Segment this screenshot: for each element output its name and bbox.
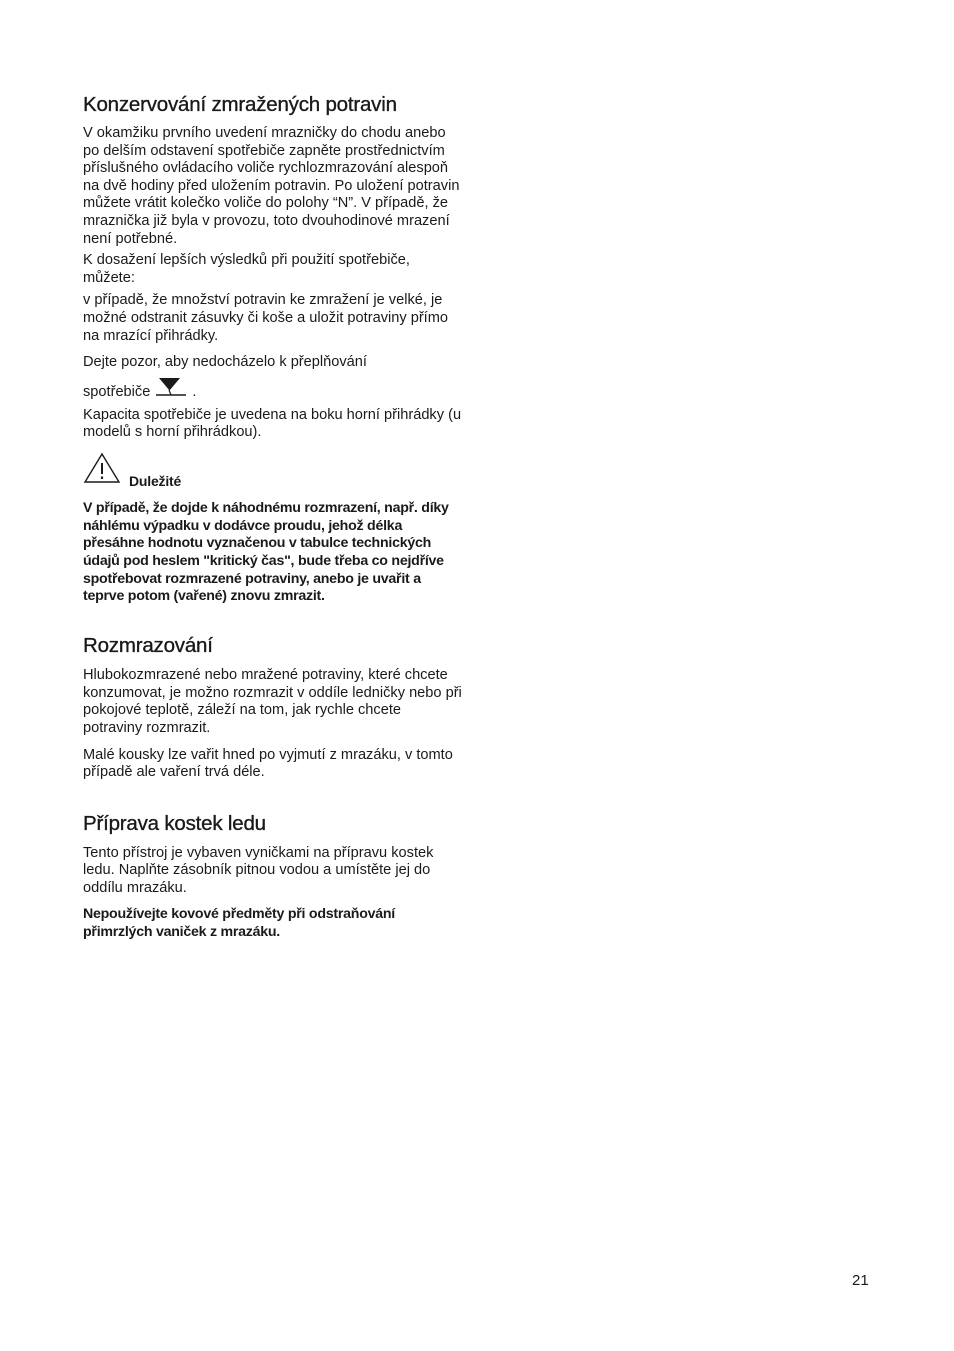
paragraph: V okamžiku prvního uvedení mrazničky do chodu anebo po delším odstavení spotřebiče zapněte prostřednictvím příslušného ovládacího voliče rychlozmrazování alespoň na dvě hodiny před uložením potravin. Po uložení potravin můžete vrátit kolečko voliče do polohy “N”. V případě, že mraznička již byla v provozu, toto dvouhodinové mrazení není potřebné.: [83, 125, 460, 247]
overfill-line: [83, 375, 463, 402]
paragraph: Malé kousky lze vařit hned po vyjmutí z mrazáku, v tomto případě ale vaření trvá déle.: [83, 746, 453, 781]
paragraph: Dejte pozor, aby nedocházelo k přeplňování: [83, 354, 367, 371]
paragraph: Kapacita spotřebiče je uvedena na boku horní přihrádky (u modelů s horní přihrádkou).: [83, 406, 462, 441]
paragraph: Hlubokozmrazené nebo mražené potraviny, které chcete konzumovat, je možno rozmrazit v oddíle ledničky nebo při pokojové teplotě, záleží na tom, jak rychle chcete potraviny rozmrazit.: [83, 667, 462, 736]
note-bold: Nepoužívejte kovové předměty při odstraňování přimrzlých vaniček z mrazáku.: [83, 906, 395, 941]
paragraph: spotřebiče: [83, 384, 151, 401]
heading-ice: Příprava kostek ledu: [83, 811, 266, 835]
paragraph: Tento přístroj je vybaven vyničkami na přípravu kostek ledu. Naplňte zásobník pitnou vodou a umístěte jej do oddílu mrazáku.: [83, 844, 434, 896]
warning-header: [83, 452, 463, 489]
warning-text: V případě, že dojde k náhodnému rozmrazení, např. díky náhlému výpadku v dodávce proudu, jehož délka přesáhne hodnotu vyznačenou v tabulce technických údajů pod heslem "kritický čas", bude třeba co nejdříve spotřebovat rozmrazené potraviny, anebo je uvařit a teprve potom (vařené) znovu zmrazit.: [83, 499, 449, 605]
warning-label: Duležité: [129, 472, 182, 489]
main-column: [83, 92, 463, 942]
warning-triangle-icon: [83, 452, 121, 489]
paragraph: v případě, že množství potravin ke zmražení je velké, je možné odstranit zásuvky či koše a uložit potraviny přímo na mrazící přihrádky.: [83, 292, 449, 344]
heading-preserving: Konzervování zmražených potravin: [83, 93, 397, 116]
paragraph: .: [192, 384, 197, 401]
paragraph: K dosažení lepších výsledků při použití spotřebiče, můžete:: [83, 252, 410, 286]
page-number: 21: [852, 1272, 869, 1289]
load-limit-icon: [156, 375, 186, 402]
heading-defrosting: Rozmrazování: [83, 634, 213, 658]
